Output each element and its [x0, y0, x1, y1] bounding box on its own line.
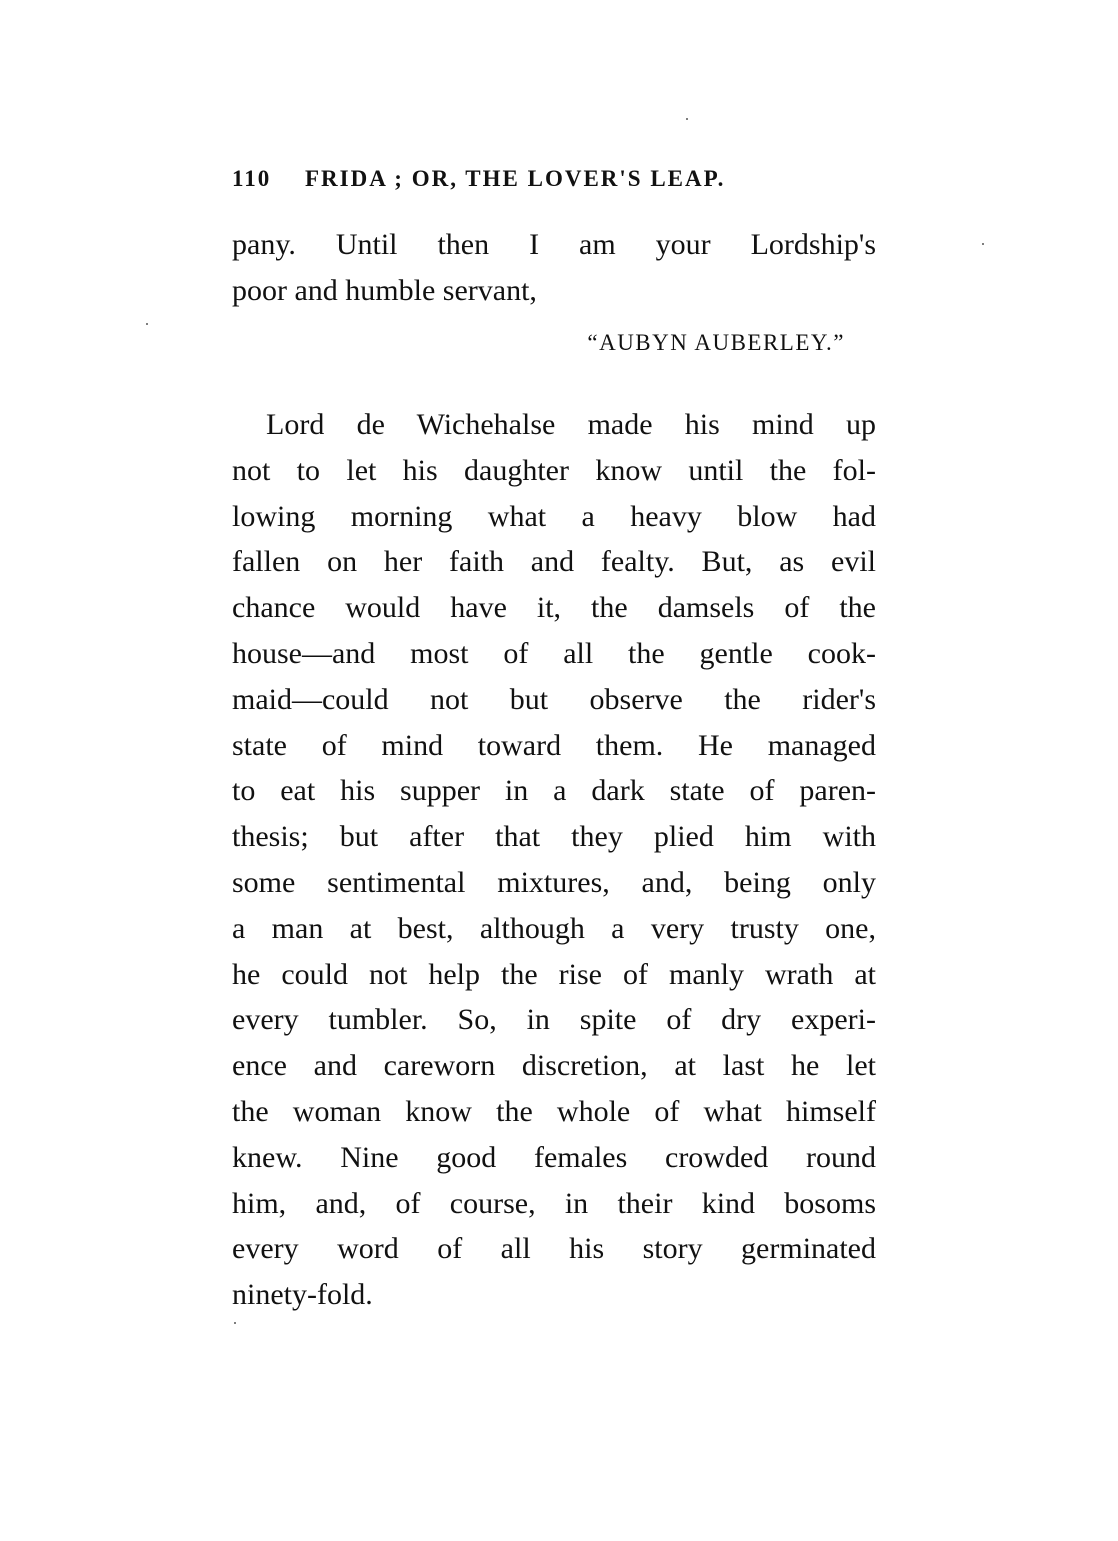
text-line: some sentimental mixtures, and, being only	[232, 865, 876, 899]
text-line: ence and careworn discretion, at last he let	[232, 1049, 876, 1083]
text-line: to eat his supper in a dark state of paren-	[232, 774, 876, 808]
text-line: Lord de Wichehalse made his mind up	[266, 408, 876, 441]
body-paragraph	[232, 402, 876, 1318]
scan-speck	[982, 243, 984, 245]
text-line: he could not help the rise of manly wrath at	[232, 957, 876, 991]
text-line: ninety-fold.	[232, 1278, 373, 1312]
text-line: pany. Until then I am your Lordship's	[232, 228, 876, 261]
scan-speck	[146, 323, 148, 325]
letter-signature: “AUBYN AUBERLEY.”	[587, 330, 845, 355]
running-title: FRIDA ; OR, THE LOVER'S LEAP.	[304, 166, 726, 191]
running-head	[232, 166, 882, 192]
text-line: state of mind toward them. He managed	[232, 728, 876, 762]
text-line: the woman know the whole of what himself	[232, 1094, 876, 1128]
text-line: not to let his daughter know until the fol-	[232, 453, 876, 487]
text-line: knew. Nine good females crowded round	[232, 1140, 876, 1174]
text-line: a man at best, although a very trusty one,	[232, 911, 876, 945]
scan-speck	[234, 1322, 236, 1324]
scan-speck	[686, 118, 688, 120]
text-line: every word of all his story germinated	[232, 1232, 876, 1266]
text-line: fallen on her faith and fealty. But, as evil	[232, 545, 876, 579]
text-line: every tumbler. So, in spite of dry experi-	[232, 1003, 876, 1037]
text-line: him, and, of course, in their kind bosoms	[232, 1186, 876, 1220]
text-line: chance would have it, the damsels of the	[232, 591, 876, 625]
page-number: 110	[232, 166, 272, 191]
text-line: lowing morning what a heavy blow had	[232, 499, 876, 533]
text-line: thesis; but after that they plied him with	[232, 820, 876, 854]
text-line: maid—could not but observe the rider's	[232, 682, 876, 716]
text-line: poor and humble servant,	[232, 273, 537, 307]
letter-continuation	[232, 222, 876, 314]
text-line: house—and most of all the gentle cook-	[232, 636, 876, 670]
